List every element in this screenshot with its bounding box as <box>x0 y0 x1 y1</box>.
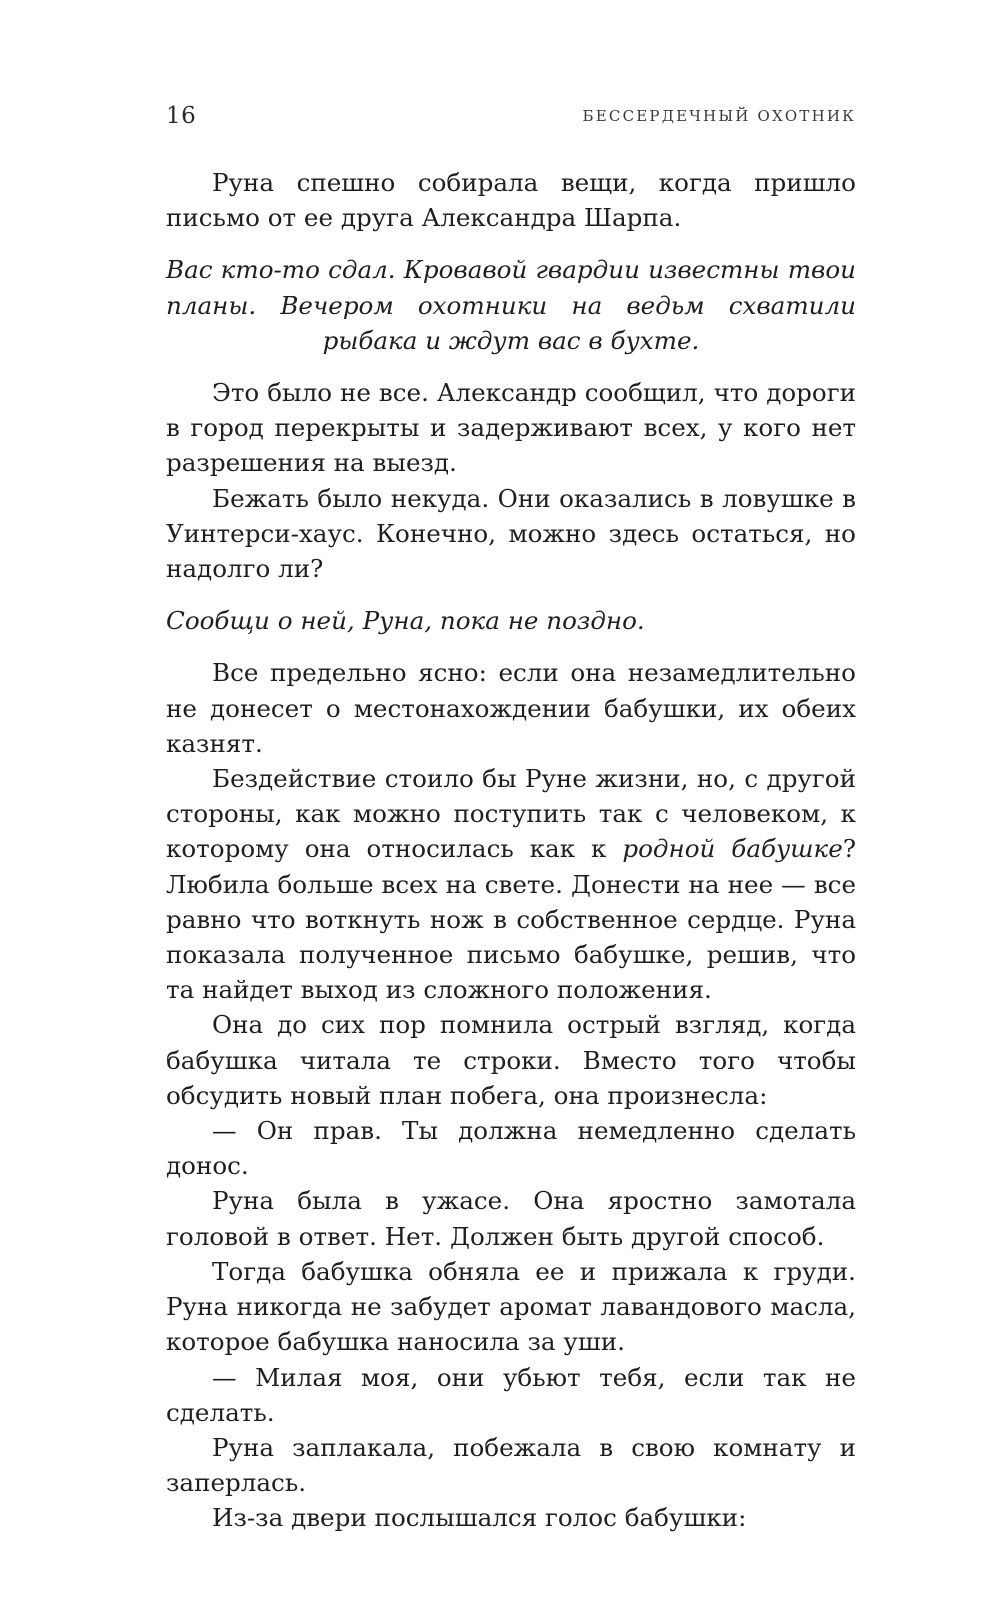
spacer <box>166 586 856 603</box>
paragraph: Тогда бабушка обняла ее и прижала к груди. Руна никогда не забудет аромат лавандового масла, которое бабушка наносила за уши. <box>166 1256 856 1357</box>
emphasis: родной бабушке <box>622 834 843 864</box>
paragraph: Руна заплакала, побежала в свою комнату и заперлась. <box>166 1432 856 1498</box>
letter-quote: Вас кто-то сдал. Кровавой гвардии известны твои планы. Вечером охотники на ведьм схватили рыбака и ждут вас в бухте. <box>166 255 856 355</box>
running-title: БЕССЕРДЕЧНЫЙ ОХОТНИК <box>582 107 856 125</box>
paragraph <box>166 761 856 1007</box>
body-text <box>166 165 856 1536</box>
book-page <box>166 0 856 1616</box>
letter-quote: Сообщи о ней, Руна, пока не поздно. <box>166 606 645 636</box>
paragraph: Бежать было некуда. Они оказались в ловушке в Уинтерси-хаус. Конечно, можно здесь остаться, но надолго ли? <box>166 483 856 584</box>
spacer <box>166 235 856 252</box>
paragraph-text: Бездействие стоило бы Руне жизни, но, с другой стороны, как можно поступить так с человеком, к которому она относилась как к <box>166 764 856 864</box>
spacer <box>166 638 856 655</box>
paragraph: Это было не все. Александр сообщил, что дороги в город перекрыты и задерживают всех, у кого нет разрешения на выезд. <box>166 378 856 478</box>
paragraph: Все предельно ясно: если она незамедлительно не донесет о местонахождении бабушки, их обеих казнят. <box>166 658 856 758</box>
paragraph: Из-за двери послышался голос бабушки: <box>212 1503 747 1533</box>
page-number: 16 <box>166 103 197 129</box>
paragraph: Руна была в ужасе. Она яростно замотала головой в ответ. Нет. Должен быть другой способ. <box>166 1186 856 1251</box>
paragraph: Она до сих пор помнила острый взгляд, когда бабушка читала те строки. Вместо того чтобы обсудить новый план побега, она произнесла: <box>166 1010 856 1110</box>
paragraph-text: ? Любила больше всех на свете. Донести на нее — все равно что воткнуть нож в собственное сердце. Руна показала полученное письмо бабушке, решив, что та найдет выход из сложного положения. <box>166 834 856 1005</box>
dialogue-line: — Милая моя, они убьют тебя, если так не сделать. <box>166 1362 856 1427</box>
running-header <box>166 103 856 133</box>
spacer <box>166 358 856 375</box>
dialogue-line: — Он прав. Ты должна немедленно сделать донос. <box>166 1116 856 1181</box>
paragraph: Руна спешно собирала вещи, когда пришло письмо от ее друга Александра Шарпа. <box>166 168 856 233</box>
